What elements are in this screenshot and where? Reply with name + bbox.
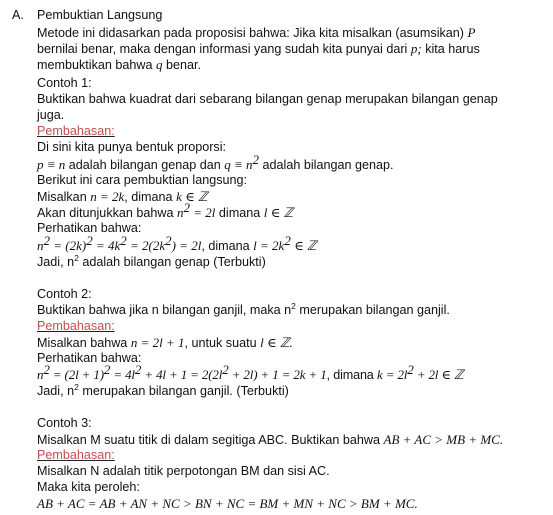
example-3-solution-label: Pembahasan: (37, 448, 115, 462)
intro-line-2: bernilai benar, maka dengan informasi yang sudah kita punyai dari p; kita harus (37, 41, 480, 56)
example-1-problem-line-2: juga. (37, 108, 65, 122)
example-1-problem-line-1: Buktikan bahwa kuadrat dari sebarang bilangan genap merupakan bilangan genap (37, 92, 498, 106)
section-title: Pembuktian Langsung (37, 8, 163, 22)
example-1-line-2: p ≡ n adalah bilangan genap dan $q \equiv n^2$ adalah bilangan genap. (37, 152, 394, 172)
example-1-line-5: Akan ditunjukkan bahwa $n^2 = 2l$ dimana l ∈ ℤ (37, 200, 294, 220)
example-2-line-2: Perhatikan bahwa: (37, 351, 142, 365)
example-3-line-1: Misalkan N adalah titik perpotongan BM dan sisi AC. (37, 464, 330, 478)
example-3-problem: Misalkan M suatu titik di dalam segitiga ABC. Buktikan bahwa AB + AC > MB + MC. (37, 432, 504, 447)
example-1-line-1: Di sini kita punya bentuk proporsi: (37, 140, 227, 154)
example-1-line-7: $n^2 = (2k)^2 = 4k^2 = 2(2k^2) = 2l$, dimana $l = 2k^2$ ∈ ℤ (37, 233, 317, 253)
example-1-line-4: Misalkan n = 2k, dimana k ∈ ℤ (37, 189, 208, 204)
example-2-solution-label: Pembahasan: (37, 319, 115, 333)
example-1-line-3: Berikut ini cara pembuktian langsung: (37, 173, 248, 187)
intro-line-1: Metode ini didasarkan pada proposisi bahwa: Jika kita misalkan (asumsikan) P (37, 25, 476, 40)
example-1-line-6: Perhatikan bahwa: (37, 221, 142, 235)
example-3-heading: Contoh 3: (37, 416, 92, 430)
example-3-line-3: AB + AC = AB + AN + NC > BN + NC = BM + MN + NC > BM + MC. (37, 496, 418, 511)
intro-line-3: membuktikan bahwa q benar. (37, 57, 202, 72)
example-1-solution-label: Pembahasan: (37, 124, 115, 138)
example-2-problem: Buktikan bahwa jika n bilangan ganjil, maka $n^2$ merupakan bilangan ganjil. (37, 301, 450, 317)
example-2-line-1: Misalkan bahwa n = 2l + 1, untuk suatu l ∈ ℤ. (37, 335, 293, 350)
example-1-heading: Contoh 1: (37, 76, 92, 90)
example-2-heading: Contoh 2: (37, 287, 92, 301)
example-1-conclusion: Jadi, $n^2$ adalah bilangan genap (Terbukti) (37, 253, 266, 269)
example-3-line-2: Maka kita peroleh: (37, 480, 140, 494)
section-letter: A. (12, 8, 24, 22)
example-2-conclusion: Jadi, $n^2$ merupakan bilangan ganjil. (Terbukti) (37, 382, 289, 398)
example-2-line-3: $n^2 = (2l + 1)^2 = 4l^2 + 4l + 1 = 2(2l^2 + 2l) + 1 = 2k + 1$, dimana $k = 2l^2 + 2l$ ∈ ℤ (37, 362, 464, 382)
